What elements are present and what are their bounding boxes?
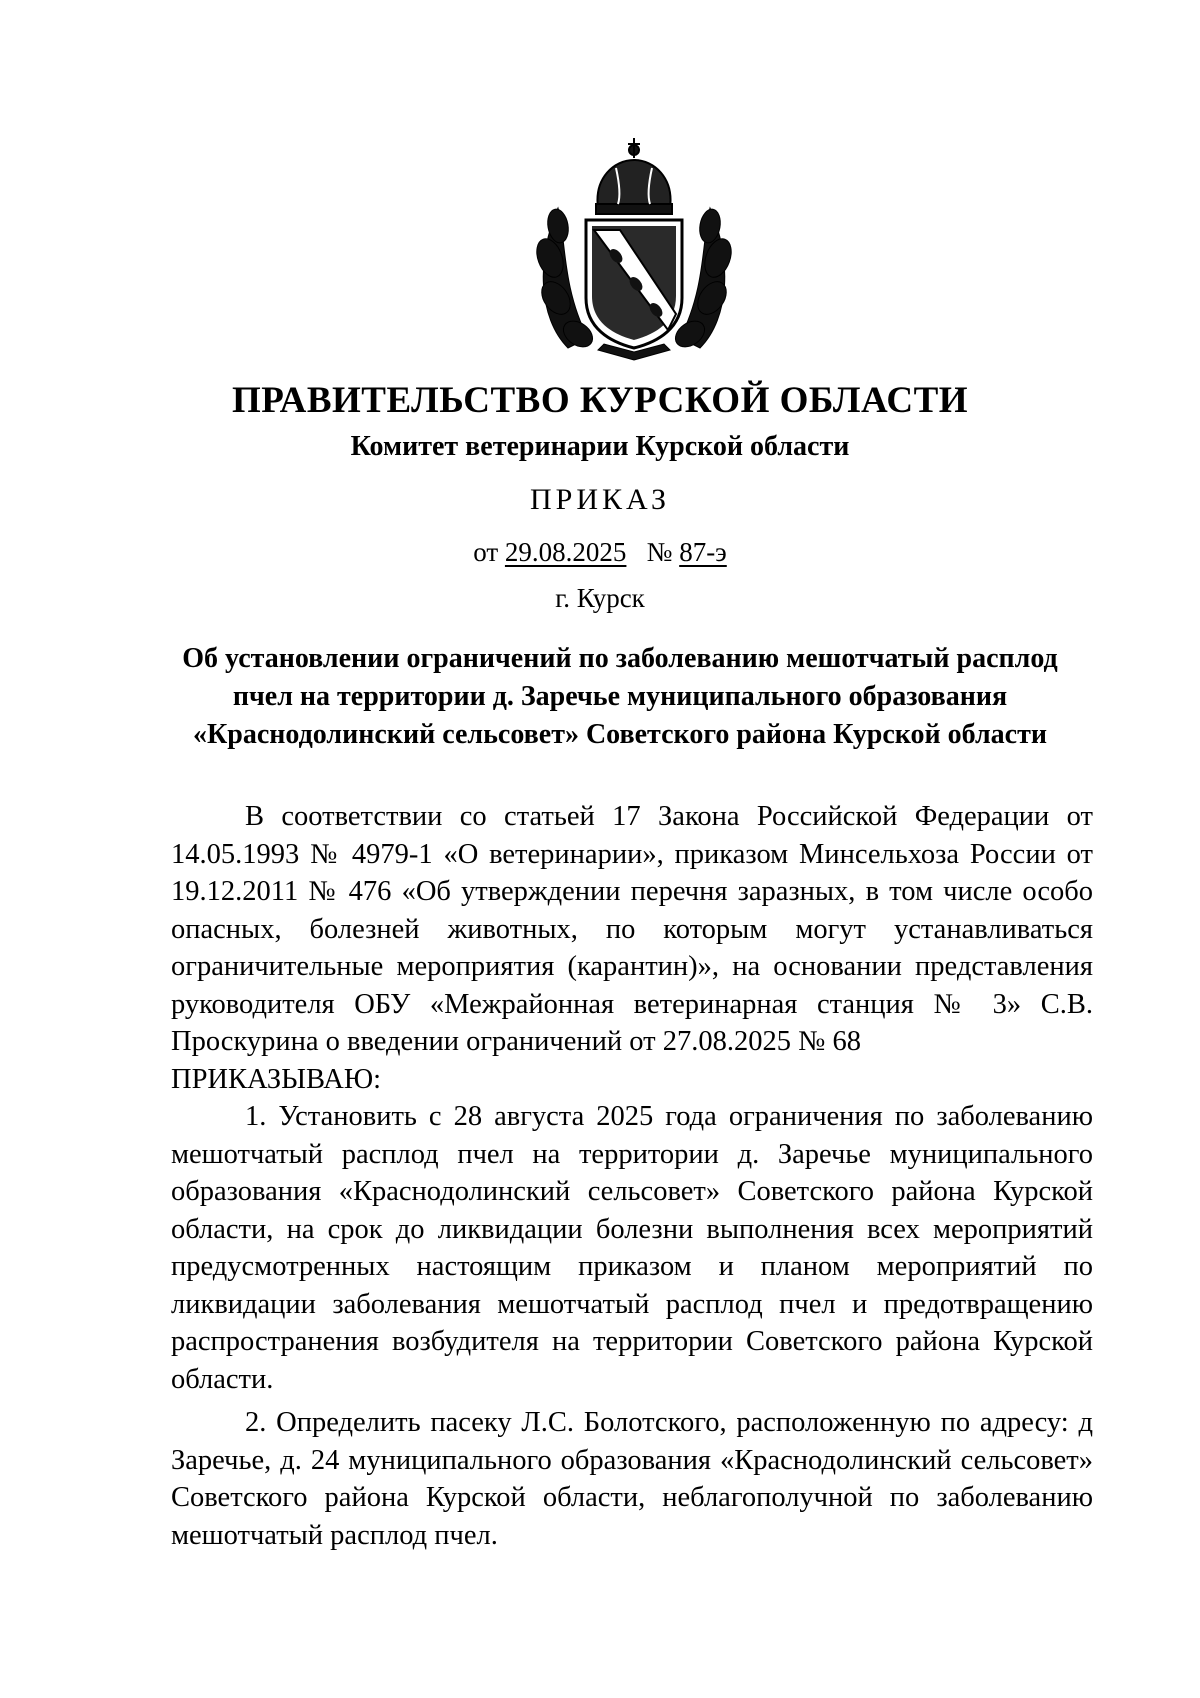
number-prefix: № [646, 537, 673, 567]
order-item-2: 2. Определить пасеку Л.С. Болотского, расположенную по адресу: д Заречье, д. 24 муниципального образования «Краснодолинский сельсовет» Советского района Курской области, неблагополучной по заболеванию мешотчатый расплод пчел. [171, 1407, 1093, 1551]
date-prefix: от [473, 537, 499, 567]
document-type: ПРИКАЗ [530, 483, 670, 516]
city: г. Курск [555, 583, 645, 613]
government-title: ПРАВИТЕЛЬСТВО КУРСКОЙ ОБЛАСТИ [231, 380, 969, 421]
preamble-paragraph: В соответствии со статьей 17 Закона Российской Федерации от 14.05.1993 № 4979-1 «О ветеринарии», приказом Минсельхоза России от 19.12.2011 № 476 «Об утверждении перечня заразных, в том числе особо опасных, болезней животных, по которым могут устанавливаться ограничительные мероприятия (карантин)», на основании представления руководителя ОБУ «Межрайонная ветеринарная станция № 3» С.В. Проскурина о введении ограничений от 27.08.2025 № 68 [171, 801, 1093, 1057]
committee-name: Комитет ветеринарии Курской области [350, 431, 850, 462]
date-number-line [0, 537, 1200, 568]
document-number: 87-э [679, 537, 727, 567]
document-date: 29.08.2025 [504, 537, 627, 567]
document-subject: Об установлении ограничений по заболеванию мешотчатый расплод пчел на территории д. Заречье муниципального образования «Краснодолинский сельсовет» Советского района Курской области [182, 643, 1058, 750]
document-body [171, 798, 1093, 1554]
order-word: ПРИКАЗЫВАЮ: [171, 1063, 382, 1095]
kursk-coat-of-arms-icon [528, 138, 740, 363]
order-item-1: 1. Установить с 28 августа 2025 года ограничения по заболеванию мешотчатый расплод пчел на территории д. Заречье муниципального образования «Краснодолинский сельсовет» Советского района Курской области, на срок до ликвидации болезни выполнения всех мероприятий предусмотренных настоящим приказом и планом мероприятий по ликвидации заболевания мешотчатый расплод пчел и предотвращению распространения возбудителя на территории Советского района Курской области. [171, 1101, 1093, 1395]
